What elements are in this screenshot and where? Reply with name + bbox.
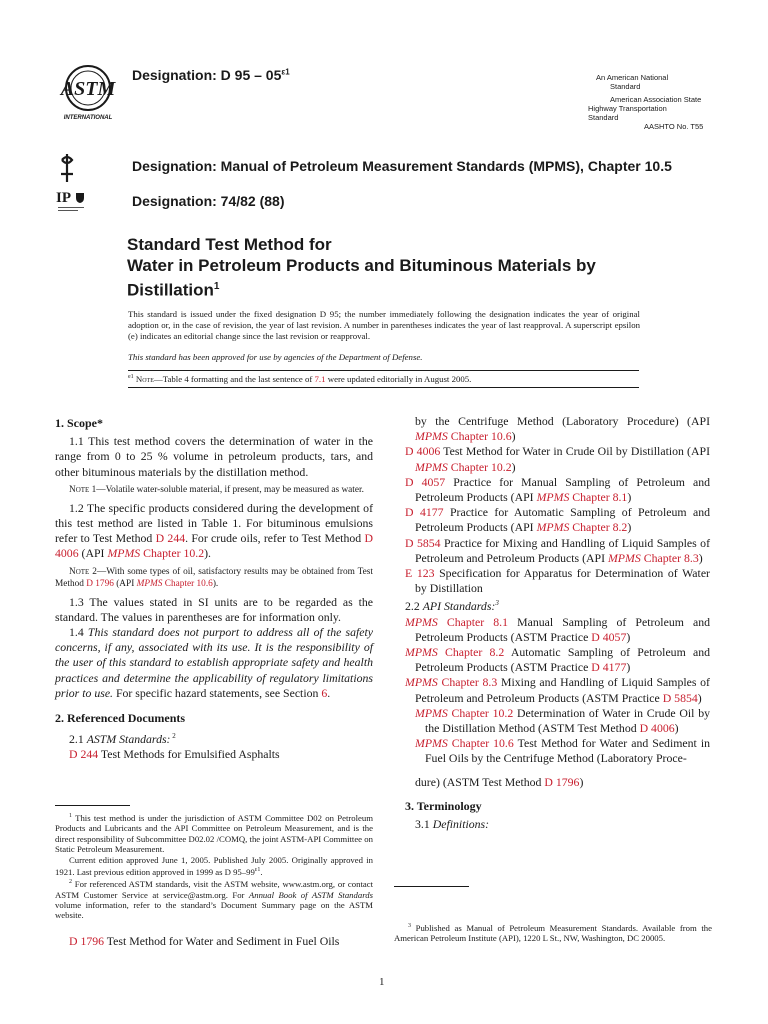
api-logo-icon [58,152,76,184]
link-d244[interactable]: D 244 [155,531,186,546]
page-number: 1 [379,976,385,988]
link-chapter-10-2[interactable]: Chapter 10.2 [140,546,205,561]
bottom-rule [128,387,639,388]
link-e123-ref[interactable]: E 123 [405,566,435,581]
para-1-2: 1.2 The specific products considered during the development of this test method are listed in Table 1. For bituminous emulsions refer to Test Method D 244. For crude oils, refer to Test Method D 4006 (API MPMS Chapter 10.2). [55,500,373,561]
designation-superscript: ε1 [281,67,290,77]
link-mpms-8-1[interactable]: Chapter 8.1 [437,614,509,629]
link-mpms-8-3[interactable]: Chapter 8.3 [437,675,498,690]
footnote-3: $^3$ Published as Manual of Petroleum Measurement Standards. Available from the American Petroleum Institute (API), 1220 L St., NW, Washington, DC 20005. [394,922,712,944]
designation-mpms: Designation: Manual of Petroleum Measurement Standards (MPMS), Chapter 10.5 [132,158,672,174]
link-chapter-10-6[interactable]: Chapter 10.6 [162,578,213,589]
title-line-2: Water in Petroleum Products and Bituminous Materials by [127,256,596,275]
link-d1796[interactable]: D 1796 [86,578,114,589]
title-line-1: Standard Test Method for [127,235,332,254]
ref-e123: E 123 Specification for Apparatus for Determination of Water by Distillation [405,566,710,596]
referenced-documents-heading: 2. Referenced Documents [55,711,186,726]
link-d4177-b[interactable]: D 4177 [591,660,627,675]
ref-mpms-8-1: MPMS Chapter 8.1 Manual Sampling of Petroleum and Petroleum Products (ASTM Practice D 4057) [405,614,710,644]
link-d4006[interactable]: D 4006 [55,531,373,561]
ref-d4177: D 4177 Practice for Automatic Sampling of Petroleum and Petroleum Products (API MPMS Chapter 8.2) [405,505,711,535]
editorial-note: $^{e1}$ Note—Table 4 formatting and the last sentence of 7.1 were updated editorially in August 2005. [128,374,472,384]
footnote-1: $^1$ This test method is under the jurisdiction of ASTM Committee D02 on Petroleum Products and Lubricants and the API Committee on Petroleum Measurement, and is the direct responsibility of Subcommittee D02.02 /COMQ, the joint ASTM-API Committee on Static Petroleum Measurement. [55,812,373,855]
dod-statement: This standard has been approved for use by agencies of the Department of Defense. [128,352,423,362]
terminology-heading: 3. Terminology [405,798,482,813]
shield-icon [75,192,85,204]
note-2: Note 2—With some types of oil, satisfactory results may be obtained from Test Method D 1796 (API MPMS Chapter 10.6). [55,566,373,589]
svg-text:ASTM: ASTM [60,78,116,100]
link-chapter-10-6-b[interactable]: Chapter 10.6 [447,429,512,444]
issue-statement: This standard is issued under the fixed designation D 95; the number immediately following the designation indicates the year of original adoption or, in the case of revision, the year of last revision. A number in parentheses indicates the year of last reapproval. A superscript epsilon (e) indicates an editorial change since the last revision or reapproval. [128,309,640,341]
astm-logo-text: INTERNATIONAL [63,115,113,121]
para-1-4: 1.4 This standard does not purport to address all of the safety concerns, if any, associated with its use. It is the responsibility of the user of this standard to establish appropriate safety and health practices and determine the applicability of regulatory limitations prior to use. For specific hazard statements, see Section 6. [55,625,373,700]
ref-mpms-8-2: MPMS Chapter 8.2 Automatic Sampling of Petroleum and Petroleum Products (ASTM Practice D 4177) [405,644,710,675]
link-d1796-ref[interactable]: D 1796 [69,934,105,948]
para-2-1: 2.1 ASTM Standards: $^2$ [69,732,176,747]
title-footnote-mark: 1 [213,281,220,292]
link-d244-ref[interactable]: D 244 [69,747,99,762]
footnote-rule-left [55,805,130,806]
para-2-2: 2.2 API Standards:$^3$ [405,599,499,614]
ref-mpms-10-6: MPMS Chapter 10.6 Test Method for Water and Sediment in Fuel Oils by the Centrifuge Method (Laboratory Proce- [415,736,711,766]
link-chapter-8-3[interactable]: Chapter 8.3 [640,550,699,565]
designation-main: Designation: D $95 - 05^{\varepsilon 1}$ [132,67,290,83]
ref-mpms-10-6-cont: dure) (ASTM Test Method D 1796) [415,774,584,789]
ip-logo-text: IP [56,190,71,206]
title-line-3: Distillation$^1$ [127,280,220,300]
astm-logo [56,62,120,124]
link-section-6[interactable]: 6 [321,685,328,700]
ref-d5854: D 5854 Practice for Mixing and Handling of Liquid Samples of Petroleum and Petroleum Products (API MPMS Chapter 8.3) [405,535,710,565]
link-d4006-ref[interactable]: D 4006 [405,444,441,459]
link-chapter-10-2-b[interactable]: Chapter 10.2 [447,459,512,474]
para-1-1: 1.1 This test method covers the determination of water in the range from 0 to 25 % volume in petroleum products, tars, and other bituminous materials by the distillation method. [55,434,373,479]
link-d5854-b[interactable]: D 5854 [662,690,698,705]
ref-mpms-10-2: MPMS Chapter 10.2 Determination of Water in Crude Oil by the Distillation Method (ASTM Test Method D 4006) [415,705,711,735]
link-chapter-8-1[interactable]: Chapter 8.1 [569,490,628,505]
designation-ip: Designation: 74/82 (88) [132,193,285,209]
right-column [405,414,710,832]
para-3-1: 3.1 Definitions: [415,817,490,831]
top-rule [128,370,639,371]
ref-d244: D 244 Test Methods for Emulsified Asphalts [69,747,280,762]
ref-d1796: D 1796 Test Method for Water and Sediment in Fuel Oils [69,934,340,948]
link-d4057-ref[interactable]: D 4057 [405,474,446,489]
ip-logo [56,190,96,216]
ref-mpms-8-3: MPMS Chapter 8.3 Mixing and Handling of Liquid Samples of Petroleum and Petroleum Products (ASTM Practice D 5854) [405,675,710,705]
link-d5854-ref[interactable]: D 5854 [405,535,441,550]
ansi-approval-block: An American National Standard American Association State Highway Transportation Standard AASHTO No. T55 [588,73,704,131]
footnote-2: $^2$ For referenced ASTM standards, visit the ASTM website, www.astm.org, or contact ASTM Customer Service at service@astm.org. For Annual Book of ASTM Standards volume information, refer to the standard’s Document Summary page on the ASTM website. [55,879,373,921]
left-column [55,416,373,763]
ref-d4006: D 4006 Test Method for Water in Crude Oil by Distillation (API MPMS Chapter 10.2) [405,444,710,474]
api-logo [58,152,76,184]
ref-d1796-cont: by the Centrifuge Method (Laboratory Procedure) (API MPMS Chapter 10.6) [415,414,710,444]
footnote-1-edition: Current edition approved June 1, 2005. Published July 2005. Originally approved in 1921. Last previous edition approved in 1999 as D $95-99^{\varepsilon 1}$. [55,854,373,877]
para-1-3: 1.3 The values stated in SI units are to be regarded as the standard. The values in parentheses are for information only. [55,594,373,624]
link-d4177-ref[interactable]: D 4177 [405,505,444,520]
link-7-1[interactable]: 7.1 [314,374,326,384]
note-1: Note 1—Volatile water-soluble material, if present, may be measured as water. [69,484,364,495]
link-mpms-8-2[interactable]: Chapter 8.2 [437,644,505,659]
link-d4057-b[interactable]: D 4057 [591,629,627,644]
ref-d4057: D 4057 Practice for Manual Sampling of Petroleum and Petroleum Products (API MPMS Chapter 8.1) [405,474,711,505]
link-mpms-10-6[interactable]: Chapter 10.6 [447,736,514,751]
left-footnotes [55,811,373,921]
link-d1796-b[interactable]: D 1796 [544,774,580,789]
footnote-rule-right [394,886,469,887]
link-mpms-10-2[interactable]: Chapter 10.2 [447,705,514,720]
document-title [127,234,687,301]
link-chapter-8-2[interactable]: Chapter 8.2 [569,520,628,535]
scope-heading: 1. Scope* [55,416,103,430]
link-d4006-b[interactable]: D 4006 [639,720,675,735]
